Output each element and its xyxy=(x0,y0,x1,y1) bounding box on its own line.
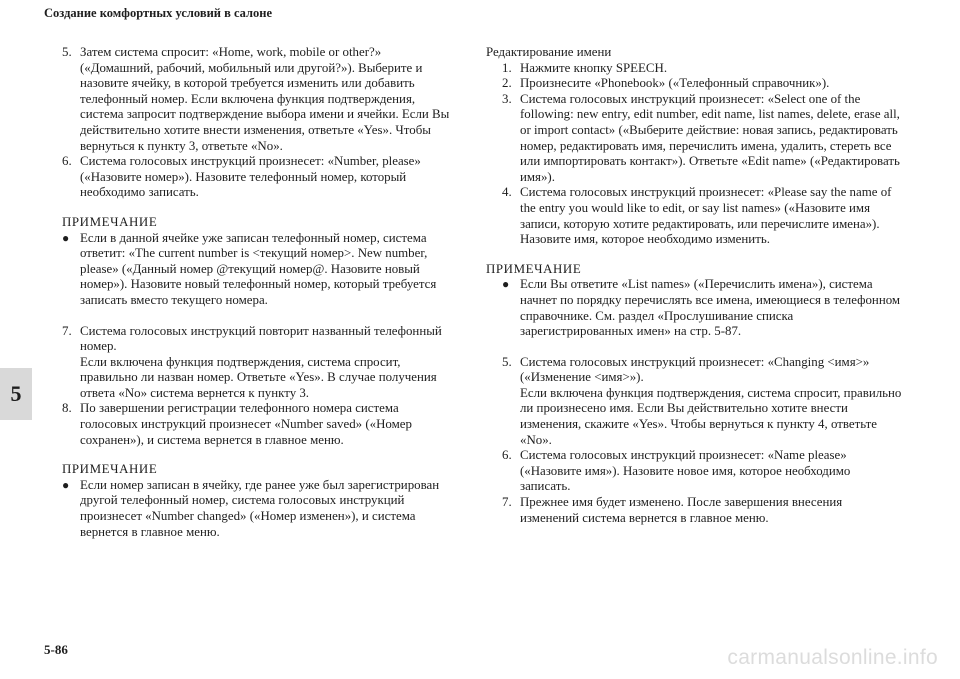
step-item xyxy=(502,61,902,77)
page-header: Создание комфортных условий в салоне xyxy=(44,6,273,20)
step-item xyxy=(62,324,454,402)
step-text: Если включена функция подтверждения, система спросит, правильно ли назван номер. Ответьте «Yes». В случае получения ответа «No» система вернется к пункту 3. xyxy=(80,354,437,400)
step-number: 5. xyxy=(62,45,72,59)
left-column xyxy=(62,45,454,540)
step-number: 2. xyxy=(502,76,512,91)
step-item xyxy=(502,185,902,247)
step-text: Система голосовых инструкций повторит названный телефонный номер. xyxy=(80,323,442,354)
step-item xyxy=(502,448,902,495)
step-item xyxy=(502,495,902,526)
step-item xyxy=(62,45,454,154)
note-title: ПРИМЕЧАНИЕ xyxy=(62,462,158,477)
note-item xyxy=(486,277,902,339)
step-text: Система голосовых инструкций произнесет: «Please say the name of the entry you would like to edit, or say list names» («Назовите имя записи, которую хотите редактировать, или перечислите имена»). Назовите имя, которое необходимо изменить. xyxy=(520,185,892,247)
step-item xyxy=(502,92,902,186)
note-text: Если номер записан в ячейку, где ранее уже был зарегистрирован другой телефонный номер, система голосовых инструкций произнесет «Number changed» («Номер изменен»), и система вернется в главное меню. xyxy=(80,477,440,539)
step-number: 5. xyxy=(502,354,512,369)
step-text: По завершении регистрации телефонного номера система голосовых инструкций произнесет «Number saved» («Номер сохранен»), и система вернется в главное меню. xyxy=(80,401,412,447)
step-number: 3. xyxy=(502,91,512,106)
step-item xyxy=(502,355,902,449)
step-text: Произнесите «Phonebook» («Телефонный справочник»). xyxy=(520,76,830,91)
note-text: Если Вы ответите «List names» («Перечислить имена»), система начнет по порядку перечислять все имена, имеющиеся в телефонном справочнике. См. раздел «Прослушивание списка зарегистрированных имен» на стр. 5-87. xyxy=(520,277,901,339)
step-text: Прежнее имя будет изменено. После завершения внесения изменений система вернется в главное меню. xyxy=(520,495,843,525)
step-number: 1. xyxy=(502,60,512,75)
step-text: Система голосовых инструкций произнесет: «Select one of the following: new entry, edit number, edit name, list names, delete, erase all, or import contact» («Выберите действие: новая запись, редактировать номер, редактировать имя, перечислить имена, удалить, стереть все или импортировать контакт»). Ответьте «Edit name» («Редактировать имя»). xyxy=(520,91,900,184)
note-text: Если в данной ячейке уже записан телефонный номер, система ответит: «The current number is <текущий номер>. New number, please» («Данный номер @текущий номер@. Назовите новый номер»). Назовите новый телефонный номер, который требуется записать вместо текущего номера. xyxy=(80,230,437,307)
step-number: 6. xyxy=(62,154,72,169)
chapter-tab: 5 xyxy=(0,368,32,420)
note-title: ПРИМЕЧАНИЕ xyxy=(62,214,158,229)
bullet-icon: ● xyxy=(62,230,70,245)
watermark: carmanualsonline.info xyxy=(727,646,938,669)
note-item xyxy=(62,478,454,540)
step-number: 7. xyxy=(62,323,72,338)
step-item xyxy=(62,154,454,201)
step-text: Затем система спросит: «Home, work, mobile or other?» («Домашний, рабочий, мобильный или другой?»). Выберите и назовите ячейку, в которой требуется изменить или добавить телефонный номер. Если включена функция подтверждения, система запросит подтверждение выбора имени и ячейки. Если Вы действительно хотите внести изменения, ответьте «Yes». Чтобы вернуться к пункту 3, ответьте «No». xyxy=(80,45,450,153)
step-number: 4. xyxy=(502,185,512,200)
step-text: Нажмите кнопку SPEECH. xyxy=(520,60,668,75)
note-title: ПРИМЕЧАНИЕ xyxy=(486,261,582,276)
step-text: Система голосовых инструкций произнесет: «Changing <имя>» («Изменение <имя>»). xyxy=(520,354,870,385)
step-text: Если включена функция подтверждения, система спросит, правильно ли произнесено имя. Если Вы действительно хотите внести изменения, скажите «Yes». Чтобы вернуться к пункту 4, ответьте «No». xyxy=(520,385,902,447)
page-number: 5-86 xyxy=(44,642,68,657)
step-number: 7. xyxy=(502,495,512,510)
step-number: 8. xyxy=(62,401,72,416)
step-item xyxy=(502,76,902,92)
step-item xyxy=(62,401,454,448)
bullet-icon: ● xyxy=(62,477,70,492)
note-item xyxy=(62,231,454,309)
step-text: Система голосовых инструкций произнесет: «Name please» («Назовите имя»). Назовите новое имя, которое необходимо записать. xyxy=(520,448,851,494)
section-heading: Редактирование имени xyxy=(486,45,612,59)
step-number: 6. xyxy=(502,448,512,463)
step-text: Система голосовых инструкций произнесет: «Number, please» («Назовите номер»). Назовите телефонный номер, который необходимо записать. xyxy=(80,154,421,200)
right-column xyxy=(486,45,902,526)
bullet-icon: ● xyxy=(502,277,510,292)
